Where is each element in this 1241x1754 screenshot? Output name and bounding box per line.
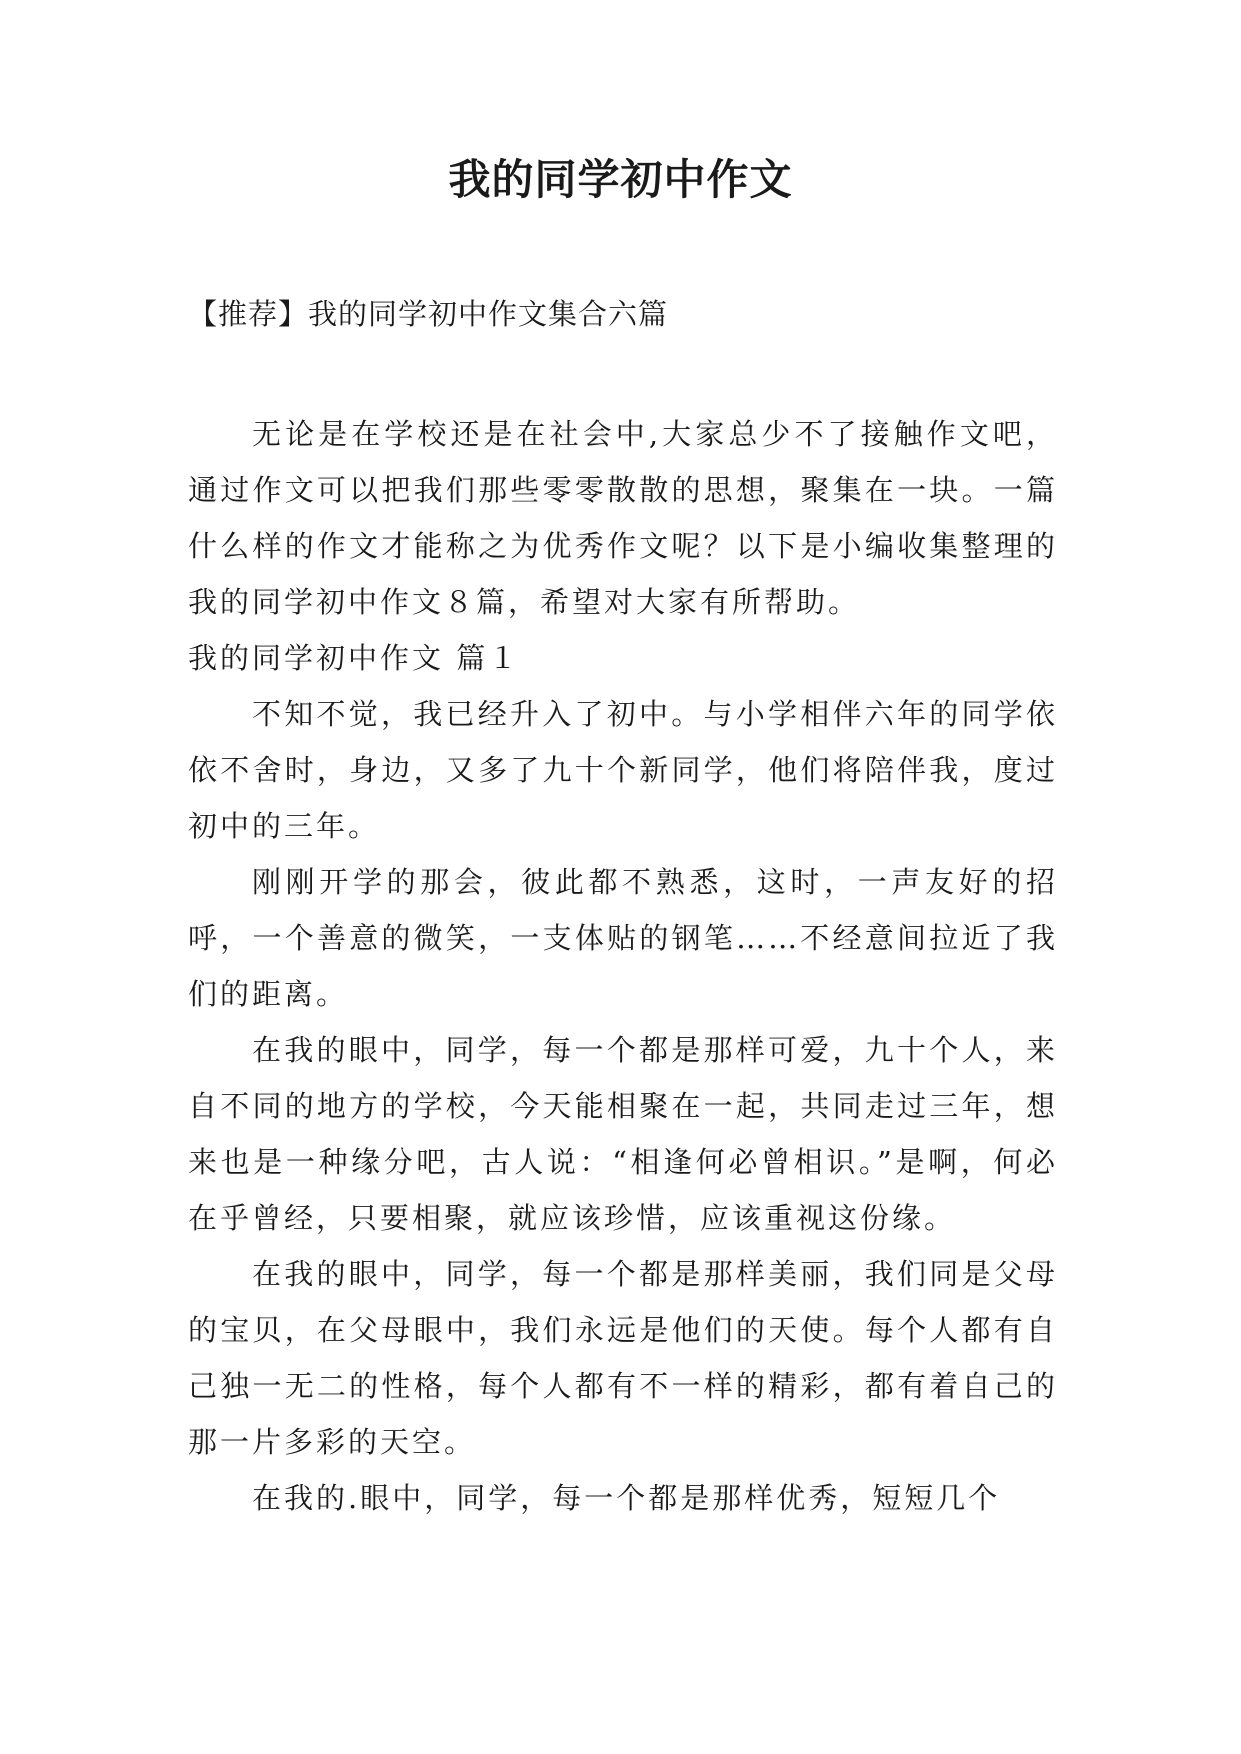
document-title: 我的同学初中作文: [448, 155, 793, 204]
body-paragraph-3: 在我的眼中，同学，每一个都是那样可爱，九十个人，来自不同的地方的学校，今天能相聚在一起，共同走过三年，想来也是一种缘分吧，古人说：“相逢何必曾相识。”是啊，何必在乎曾经，只要相聚，就应该珍惜，应该重视这份缘。: [188, 1033, 1058, 1235]
body-paragraph-5: 在我的.眼中，同学，每一个都是那样优秀，短短几个: [252, 1481, 1001, 1515]
body-paragraph-2: 刚刚开学的那会，彼此都不熟悉，这时，一声友好的招呼，一个善意的微笑，一支体贴的钢笔……不经意间拉近了我们的距离。: [188, 865, 1058, 1011]
body-paragraph-4: 在我的眼中，同学，每一个都是那样美丽，我们同是父母的宝贝，在父母眼中，我们永远是他们的天使。每个人都有自己独一无二的性格，每个人都有不一样的精彩，都有着自己的那一片多彩的天空。: [188, 1257, 1058, 1459]
document-body: [188, 406, 1058, 1526]
intro-paragraph: 无论是在学校还是在社会中,大家总少不了接触作文吧，通过作文可以把我们那些零零散散的思想，聚集在一块。一篇什么样的作文才能称之为优秀作文呢？以下是小编收集整理的我的同学初中作文８篇，希望对大家有所帮助。: [188, 417, 1058, 619]
document-subtitle: 【推荐】我的同学初中作文集合六篇: [188, 297, 669, 331]
body-paragraph-1: 不知不觉，我已经升入了初中。与小学相伴六年的同学依依不舍时，身边，又多了九十个新同学，他们将陪伴我，度过初中的三年。: [188, 697, 1058, 843]
section-heading: 我的同学初中作文 篇１: [188, 641, 521, 675]
